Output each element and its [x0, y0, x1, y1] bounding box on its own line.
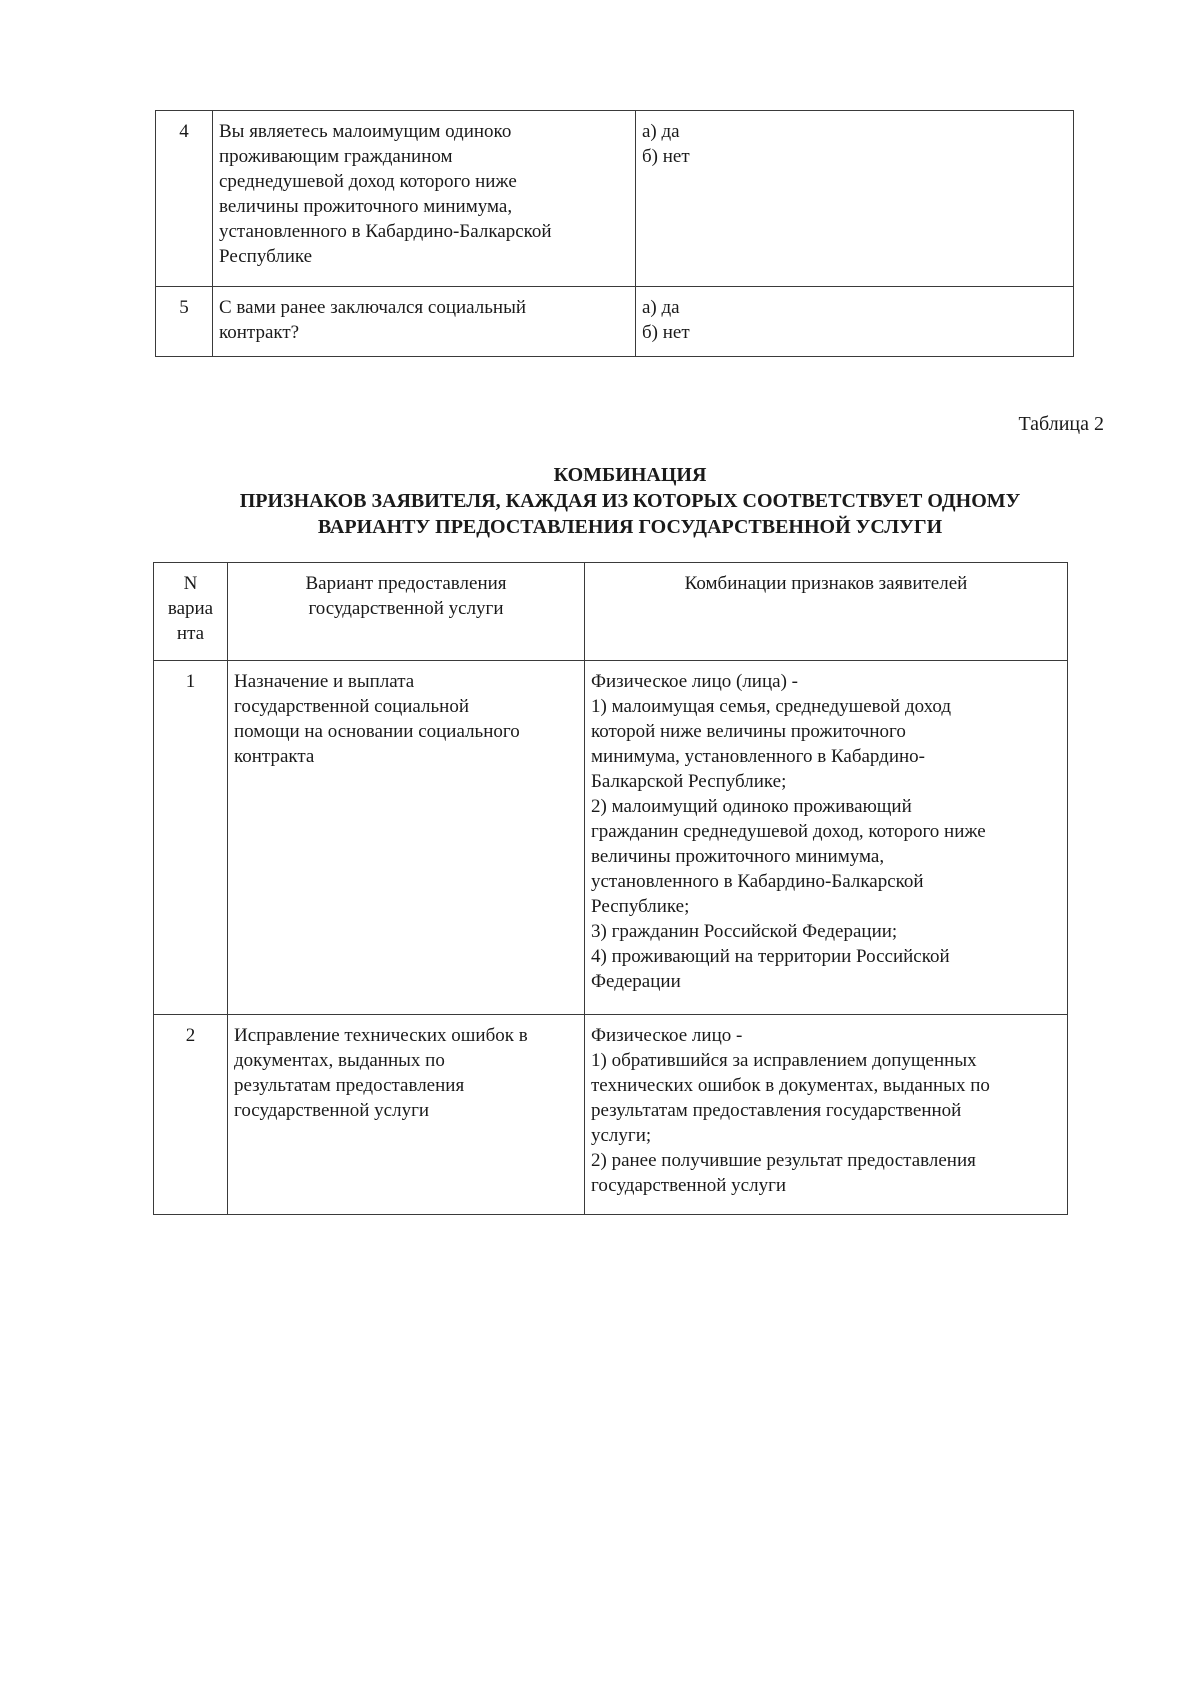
combination-line: услуги;	[591, 1125, 652, 1146]
combination-cell	[585, 1015, 1068, 1215]
header-line: вариа	[167, 598, 214, 619]
variant-line: помощи на основании социального	[234, 721, 520, 742]
heading-line: ВАРИАНТУ ПРЕДОСТАВЛЕНИЯ ГОСУДАРСТВЕННОЙ УСЛУГИ	[317, 516, 943, 538]
combination-line: 3) гражданин Российской Федерации;	[591, 921, 898, 942]
row-number: 5	[156, 287, 213, 357]
table-number-label: Таблица 2	[1018, 413, 1104, 435]
combination-line: установленного в Кабардино-Балкарской	[591, 871, 924, 892]
header-combinations: Комбинации признаков заявителей	[585, 563, 1068, 661]
question-line: проживающим гражданином	[219, 146, 453, 167]
variant-line: документах, выданных по	[234, 1050, 445, 1071]
combination-line: государственной услуги	[591, 1175, 787, 1196]
variant-line: контракта	[234, 746, 315, 767]
header-line: N	[183, 573, 198, 594]
combination-line: Республике;	[591, 896, 690, 917]
combination-line: результатам предоставления государственной	[591, 1100, 962, 1121]
table-row	[156, 287, 1074, 357]
variant-line: государственной социальной	[234, 696, 470, 717]
combination-line: 4) проживающий на территории Российской	[591, 946, 950, 967]
answer-option: а) да	[642, 297, 680, 318]
row-number: 4	[156, 111, 213, 287]
question-cell	[213, 111, 636, 287]
combination-line: которой ниже величины прожиточного	[591, 721, 906, 742]
question-cell	[213, 287, 636, 357]
heading-line: КОМБИНАЦИЯ	[553, 464, 707, 486]
combination-line: Физическое лицо -	[591, 1025, 743, 1046]
combination-line: технических ошибок в документах, выданных по	[591, 1075, 990, 1096]
combinations-table	[153, 562, 1068, 1215]
table-row	[156, 111, 1074, 287]
variant-line: Назначение и выплата	[234, 671, 415, 692]
heading-line: ПРИЗНАКОВ ЗАЯВИТЕЛЯ, КАЖДАЯ ИЗ КОТОРЫХ СООТВЕТСТВУЕТ ОДНОМУ	[239, 490, 1021, 512]
answer-cell	[636, 287, 1074, 357]
variant-line: результатам предоставления	[234, 1075, 465, 1096]
combination-line: 1) обратившийся за исправлением допущенных	[591, 1050, 977, 1071]
question-line: С вами ранее заключался социальный	[219, 297, 527, 318]
row-number: 1	[154, 661, 228, 1015]
header-line: Вариант предоставления	[305, 573, 507, 594]
table-header-row	[154, 563, 1068, 661]
question-line: Республике	[219, 246, 313, 267]
header-variant-number	[154, 563, 228, 661]
combination-line: Балкарской Республике;	[591, 771, 787, 792]
variant-line: Исправление технических ошибок в	[234, 1025, 528, 1046]
table-row	[154, 661, 1068, 1015]
combination-line: гражданин среднедушевой доход, которого ниже	[591, 821, 986, 842]
combination-line: 2) ранее получившие результат предоставления	[591, 1150, 976, 1171]
combination-line: величины прожиточного минимума,	[591, 846, 885, 867]
combination-line: 2) малоимущий одиноко проживающий	[591, 796, 912, 817]
header-line: государственной услуги	[308, 598, 504, 619]
combination-line: Физическое лицо (лица) -	[591, 671, 798, 692]
question-line: Вы являетесь малоимущим одиноко	[219, 121, 512, 142]
combination-line: минимума, установленного в Кабардино-	[591, 746, 925, 767]
combination-line: Федерации	[591, 971, 681, 992]
variant-line: государственной услуги	[234, 1100, 430, 1121]
questionnaire-table	[155, 110, 1074, 357]
variant-cell	[228, 1015, 585, 1215]
question-line: величины прожиточного минимума,	[219, 196, 513, 217]
question-line: установленного в Кабардино-Балкарской	[219, 221, 552, 242]
question-line: среднедушевой доход которого ниже	[219, 171, 517, 192]
table-heading	[130, 462, 1130, 540]
answer-option: б) нет	[642, 322, 690, 343]
header-variant	[228, 563, 585, 661]
combination-line: 1) малоимущая семья, среднедушевой доход	[591, 696, 952, 717]
answer-cell	[636, 111, 1074, 287]
variant-cell	[228, 661, 585, 1015]
table-row	[154, 1015, 1068, 1215]
question-line: контракт?	[219, 322, 300, 343]
header-line: нта	[176, 623, 205, 644]
answer-option: б) нет	[642, 146, 690, 167]
row-number: 2	[154, 1015, 228, 1215]
combination-cell	[585, 661, 1068, 1015]
answer-option: а) да	[642, 121, 680, 142]
